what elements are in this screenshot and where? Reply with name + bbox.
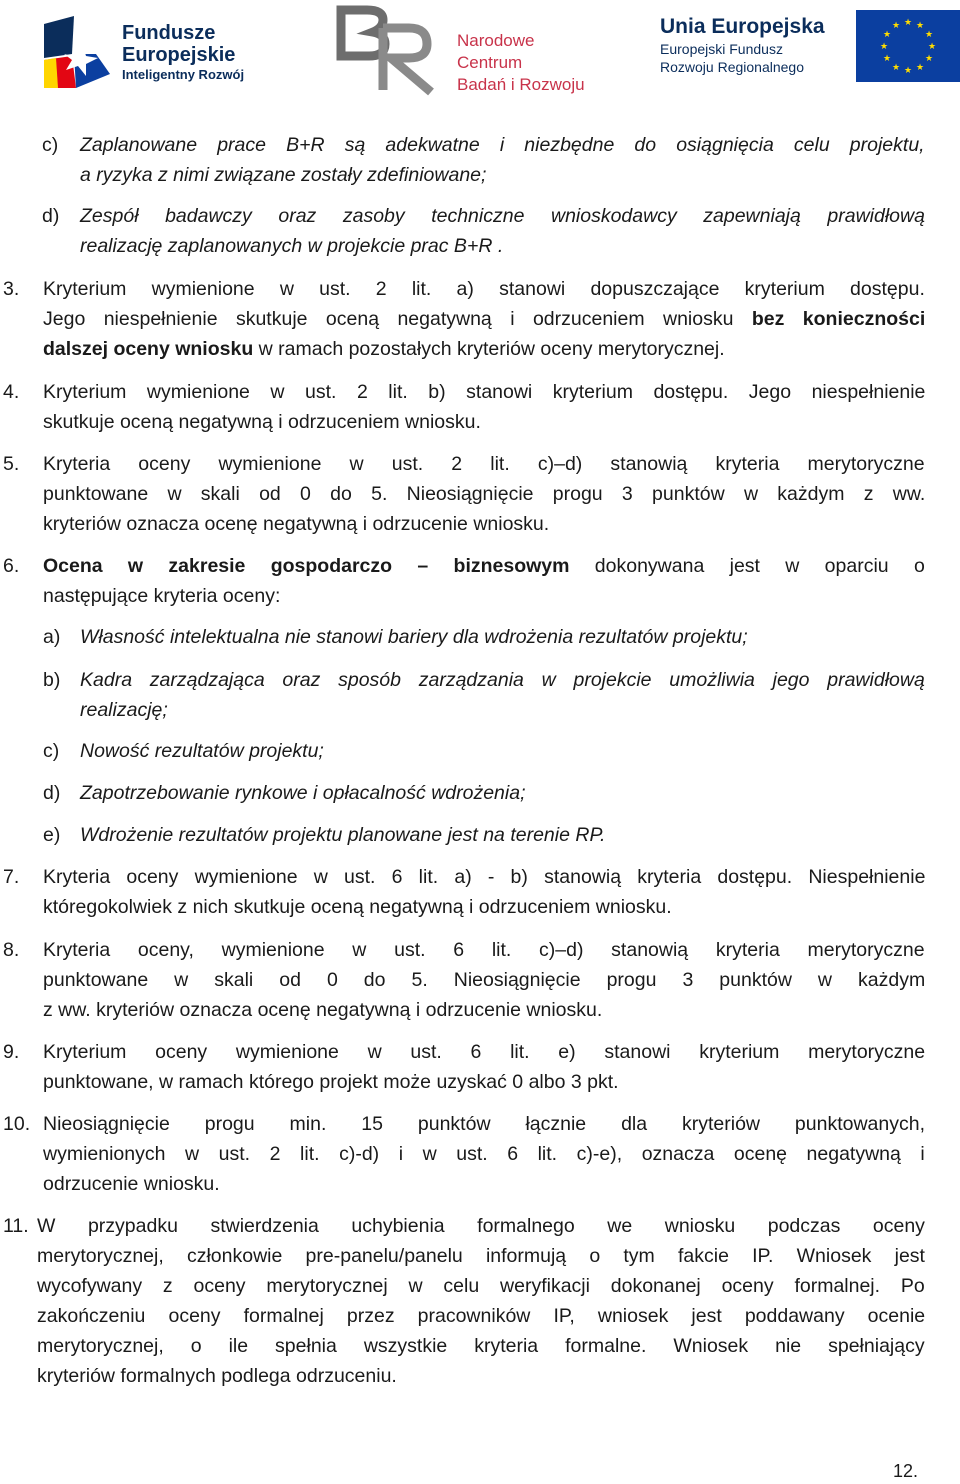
item-6e-text: Wdrożenie rezultatów projektu planowane jest na terenie RP.	[80, 824, 606, 846]
para-4-line1: Kryterium wymienione w ust. 2 lit. b) stanowi kryterium dostępu. Jego niespełnienie	[43, 381, 926, 403]
ue-logo-line1: Europejski Fundusz	[660, 41, 783, 57]
item-6b-line1: Kadra zarządzająca oraz sposób zarządzania w projekcie umożliwia jego prawidłową	[80, 669, 925, 691]
fe-logo-line3: Inteligentny Rozwój	[122, 67, 245, 82]
para-8-line2: punktowane w skali od 0 do 5. Nieosiągnięcie progu 3 punktów w każdym	[43, 969, 926, 991]
item-6d-text: Zapotrzebowanie rynkowe i opłacalność wdrożenia;	[80, 782, 526, 804]
para-5-number: 5.	[3, 453, 20, 475]
item-c-label: c)	[42, 134, 59, 156]
para-11-line1: W przypadku stwierdzenia uchybienia formalnego we wniosku podczas oceny	[37, 1215, 925, 1237]
item-c-line2: a ryzyka z nimi związane zostały zdefiniowane;	[80, 164, 487, 186]
para-8-line3: z ww. kryteriów oznacza ocenę negatywną i odrzucenie wniosku.	[43, 999, 603, 1021]
para-7-line2: któregokolwiek z nich skutkuje oceną negatywną i odrzuceniem wniosku.	[43, 896, 672, 918]
para-4-line2: skutkuje oceną negatywną i odrzuceniem wniosku.	[43, 411, 481, 433]
item-c-line1: Zaplanowane prace B+R są adekwatne i niezbędne do osiągnięcia celu projektu,	[80, 134, 925, 156]
fe-logo-line1: Fundusze	[122, 22, 216, 44]
para-11-line4: zakończeniu oceny formalnej przez pracowników IP, wniosek jest poddawany ocenie	[37, 1305, 926, 1327]
item-d-line1: Zespół badawczy oraz zasoby techniczne wnioskodawcy zapewniają prawidłową	[80, 205, 925, 227]
item-d-line2: realizację zaplanowanych w projekcie prac B+R .	[80, 235, 504, 257]
svg-text:★: ★	[882, 54, 892, 64]
svg-text:★: ★	[915, 21, 925, 31]
ncbr-logo	[335, 4, 595, 94]
ue-logo-line2: Rozwoju Regionalnego	[660, 59, 804, 75]
header-logos	[0, 0, 960, 100]
svg-text:★: ★	[903, 66, 913, 76]
svg-text:★: ★	[924, 30, 934, 40]
para-8-number: 8.	[3, 939, 20, 961]
para-5-line2: punktowane w skali od 0 do 5. Nieosiągnięcie progu 3 punktów w każdym z ww.	[43, 483, 926, 505]
para-11-line5: merytorycznej, o ile spełnia wszystkie kryteria formalne. Wniosek nie spełniający	[37, 1335, 925, 1357]
item-6a-text: Własność intelektualna nie stanowi bariery dla wdrożenia rezultatów projektu;	[80, 626, 748, 648]
svg-text:★: ★	[927, 42, 937, 52]
para-3-number: 3.	[3, 278, 20, 300]
item-6d-label: d)	[43, 782, 61, 804]
item-6e-label: e)	[43, 824, 61, 846]
para-4-number: 4.	[3, 381, 20, 403]
para-6-number: 6.	[3, 555, 20, 577]
ncbr-logo-line2: Badań i Rozwoju	[457, 75, 585, 94]
para-9-line1: Kryterium oceny wymienione w ust. 6 lit. e) stanowi kryterium merytoryczne	[43, 1041, 926, 1063]
para-5-line3: kryteriów oznacza ocenę negatywną i odrzucenie wniosku.	[43, 513, 550, 535]
svg-text:★: ★	[882, 30, 892, 40]
para-7-line1: Kryteria oceny wymienione w ust. 6 lit. a) - b) stanowią kryteria dostępu. Niespełnienie	[43, 866, 926, 888]
para-3-line3: dalszej oceny wniosku w ramach pozostałych kryteriów oceny merytorycznej.	[43, 338, 725, 360]
para-7-number: 7.	[3, 866, 20, 888]
svg-text:★: ★	[903, 18, 913, 28]
svg-text:★: ★	[879, 42, 889, 52]
para-6-line2: następujące kryteria oceny:	[43, 585, 281, 607]
item-6c-label: c)	[43, 740, 60, 762]
para-11-line2: merytorycznej, członkowie pre-panelu/panelu informują o tym fakcie IP. Wniosek jest	[37, 1245, 925, 1267]
svg-text:★: ★	[924, 54, 934, 64]
para-6-line1: Ocena w zakresie gospodarczo – biznesowym dokonywana jest w oparciu o	[43, 555, 925, 577]
para-5-line1: Kryteria oceny wymienione w ust. 2 lit. c)–d) stanowią kryteria merytoryczne	[43, 453, 925, 475]
fe-star-icon	[36, 10, 116, 90]
para-11-line6: kryteriów formalnych podlega odrzuceniu.	[37, 1365, 397, 1387]
para-10-number: 10.	[3, 1113, 31, 1135]
ncbr-br-mark-icon	[335, 4, 455, 96]
para-10-line2: wymienionych w ust. 2 lit. c)-d) i w ust. 6 lit. c)-e), oznacza ocenę negatywną i	[43, 1143, 925, 1165]
para-3-line2: Jego niespełnienie skutkuje oceną negatywną i odrzuceniem wniosku bez konieczności	[43, 308, 926, 330]
para-10-line1: Nieosiągnięcie progu min. 15 punktów łącznie dla kryteriów punktowanych,	[43, 1113, 926, 1135]
svg-text:★: ★	[891, 21, 901, 31]
para-3-line1: Kryterium wymienione w ust. 2 lit. a) stanowi dopuszczające kryterium dostępu.	[43, 278, 925, 300]
ncbr-logo-line1: Narodowe Centrum	[457, 31, 535, 72]
para-8-line1: Kryteria oceny, wymienione w ust. 6 lit. c)–d) stanowią kryteria merytoryczne	[43, 939, 925, 961]
eu-flag-icon	[856, 10, 960, 82]
fundusze-europejskie-logo	[28, 8, 258, 90]
para-9-line2: punktowane, w ramach którego projekt może uzyskać 0 albo 3 pkt.	[43, 1071, 619, 1093]
fe-logo-line2: Europejskie	[122, 44, 236, 66]
para-11-number: 11.	[3, 1215, 29, 1237]
ue-logo-title: Unia Europejska	[660, 15, 825, 38]
para-9-number: 9.	[3, 1041, 20, 1063]
item-d-label: d)	[42, 205, 60, 227]
page-number: 12.	[893, 1461, 919, 1481]
svg-text:★: ★	[891, 63, 901, 73]
unia-europejska-logo	[656, 10, 956, 90]
para-10-line3: odrzucenie wniosku.	[43, 1173, 220, 1195]
para-11-line3: wycofywany z oceny merytorycznej w celu weryfikacji dokonanej oceny formalnej. Po	[37, 1275, 925, 1297]
svg-text:★: ★	[915, 63, 925, 73]
item-6c-text: Nowość rezultatów projektu;	[80, 740, 324, 762]
item-6b-line2: realizację;	[80, 699, 168, 721]
item-6b-label: b)	[43, 669, 61, 691]
item-6a-label: a)	[43, 626, 61, 648]
